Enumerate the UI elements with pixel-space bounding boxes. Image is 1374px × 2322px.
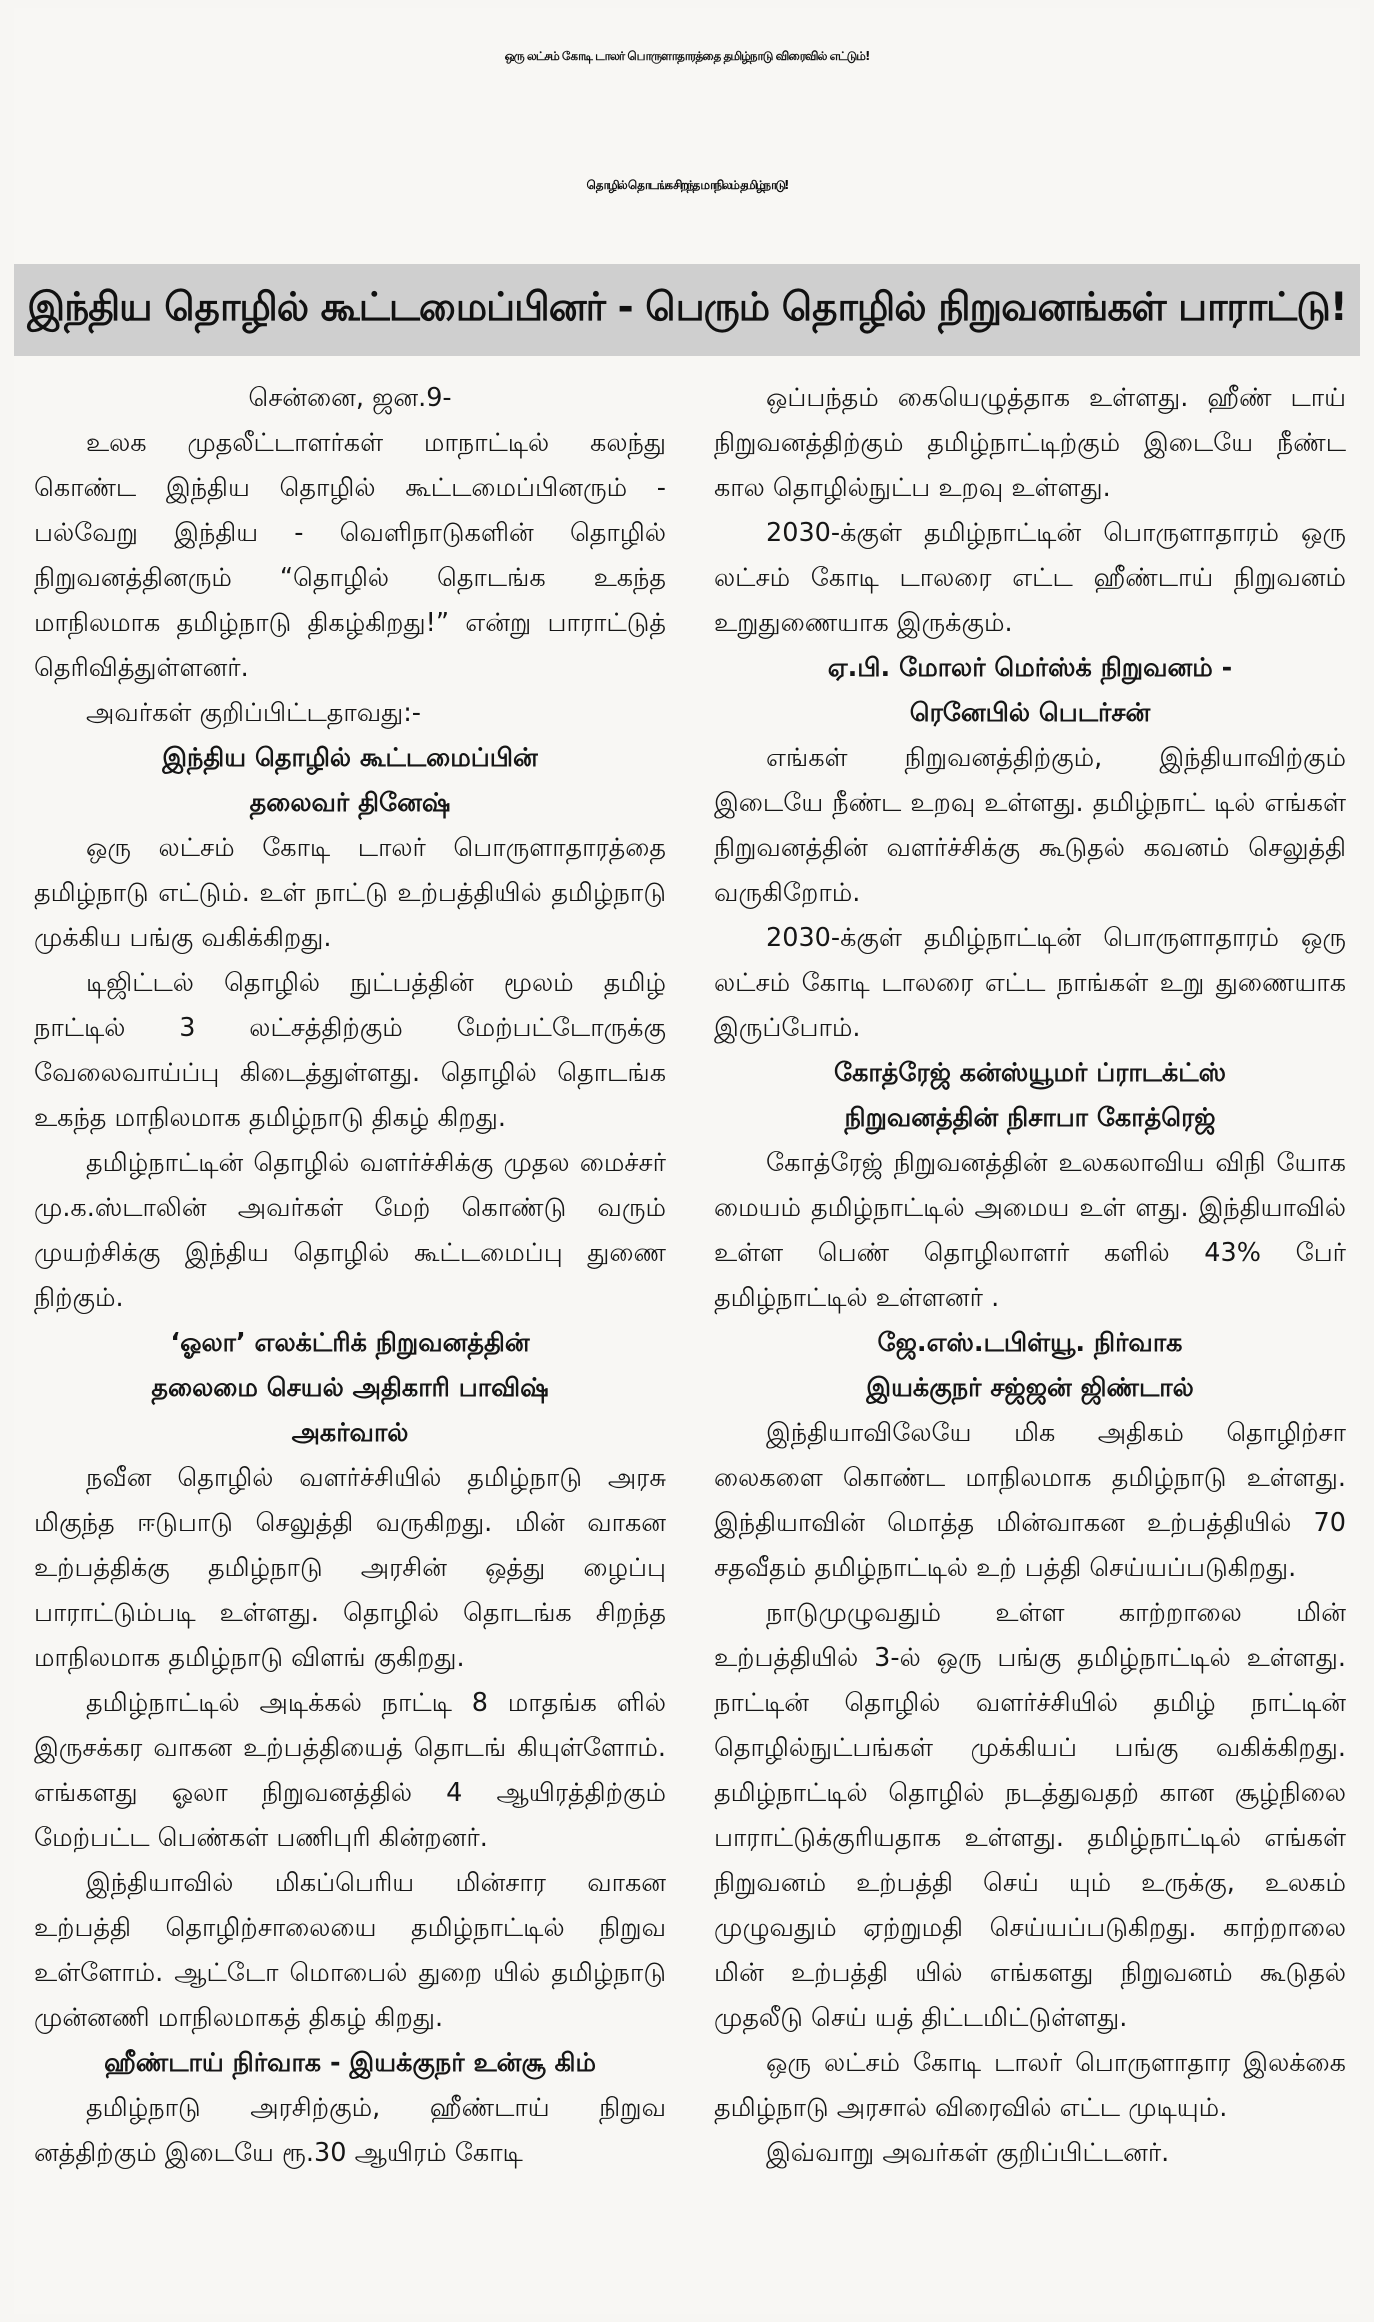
subheading: இந்திய தொழில் கூட்டமைப்பின் — [162, 743, 538, 773]
paragraph: ஒரு லட்சம் கோடி டாலர் பொருளாதாரத்தை தமிழ்நாடு எட்டும். உள் நாட்டு உற்பத்தியில் தமிழ்நாடு முக்கிய பங்கு வகிக்கிறது. — [34, 833, 666, 953]
paragraph: ஒரு லட்சம் கோடி டாலர் பொருளாதார இலக்கை தமிழ்நாடு அரசால் விரைவில் எட்ட முடியும். — [714, 2048, 1346, 2123]
subheading: தலைமை செயல் அதிகாரி பாவிஷ் — [151, 1373, 549, 1403]
paragraph: இந்தியாவிலேயே மிக அதிகம் தொழிற்சா லைகளை கொண்ட மாநிலமாக தமிழ்நாடு உள்ளது. இந்தியாவின் மொத்த மின்வாகன உற்பத்தியில் 70 சதவீதம் தமிழ்நாட்டில் உற் பத்தி செய்யப்படுகிறது. — [714, 1418, 1346, 1583]
paragraph: நாடுமுழுவதும் உள்ள காற்றாலை மின் உற்பத்தியில் 3-ல் ஒரு பங்கு தமிழ்நாட்டில் உள்ளது. நாட்டின் தொழில் வளர்ச்சியில் தமிழ் நாட்டின் தொழில்நுட்பங்கள் முக்கியப் பங்கு வகிக்கிறது. தமிழ்நாட்டில் தொழில் நடத்துவதற் கான சூழ்நிலை பாராட்டுக்குரியதாக உள்ளது. தமிழ்நாட்டில் எங்கள் நிறுவனம் உற்பத்தி செய் யும் உருக்கு, உலகம் முழுவதும் ஏற்றுமதி செய்யப்படுகிறது. காற்றாலை மின் உற்பத்தி யில் எங்களது நிறுவனம் கூடுதல் முதலீடு செய் யத் திட்டமிட்டுள்ளது. — [714, 1598, 1346, 2033]
article-column-right — [714, 376, 1346, 2176]
paragraph: இவ்வாறு அவர்கள் குறிப்பிட்டனர். — [766, 2138, 1170, 2168]
dateline: சென்னை, ஜன.9- — [248, 383, 452, 413]
paragraph: நவீன தொழில் வளர்ச்சியில் தமிழ்நாடு அரசு மிகுந்த ஈடுபாடு செலுத்தி வருகிறது. மின் வாகன உற்பத்திக்கு தமிழ்நாடு அரசின் ஒத்து ழைப்பு பாராட்டும்படி உள்ளது. தொழில் தொடங்க சிறந்த மாநிலமாக தமிழ்நாடு விளங் குகிறது. — [34, 1463, 666, 1673]
paragraph: தமிழ்நாட்டில் அடிக்கல் நாட்டி 8 மாதங்க ளில் இருசக்கர வாகன உற்பத்தியைத் தொடங் கியுள்ளோம். எங்களது ஓலா நிறுவனத்தில் 4 ஆயிரத்திற்கும் மேற்பட்ட பெண்கள் பணிபுரி கின்றனர். — [34, 1688, 666, 1853]
subheading: இயக்குநர் சஜ்ஜன் ஜிண்டால் — [866, 1373, 1194, 1403]
paragraph: கோத்ரேஜ் நிறுவனத்தின் உலகலாவிய விநி யோக மையம் தமிழ்நாட்டில் அமைய உள் ளது. இந்தியாவில் உள்ள பெண் தொழிலாளர் களில் 43% பேர் தமிழ்நாட்டில் உள்ளனர் . — [714, 1148, 1346, 1313]
subheading: கோத்ரேஜ் கன்ஸ்யூமர் ப்ராடக்ட்ஸ் — [834, 1058, 1226, 1088]
paragraph: இந்தியாவில் மிகப்பெரிய மின்சார வாகன உற்பத்தி தொழிற்சாலையை தமிழ்நாட்டில் நிறுவ உள்ளோம். ஆட்டோ மொபைல் துறை யில் தமிழ்நாடு முன்னணி மாநிலமாகத் திகழ் கிறது. — [34, 1868, 666, 2033]
subheading: ஜே.எஸ்.டபிள்யூ. நிர்வாக — [877, 1328, 1183, 1358]
paragraph: 2030-க்குள் தமிழ்நாட்டின் பொருளாதாரம் ஒரு லட்சம் கோடி டாலரை எட்ட நாங்கள் உறு துணையாக இருப்போம். — [714, 923, 1346, 1043]
paragraph: தமிழ்நாடு அரசிற்கும், ஹீண்டாய் நிறுவ னத்திற்கும் இடையே ரூ.30 ஆயிரம் கோடி — [34, 2093, 666, 2168]
newspaper-clipping — [14, 8, 1360, 2314]
kicker-headline: ஒரு லட்சம் கோடி டாலர் பொருளாதாரத்தை தமிழ்நாடு விரைவில் எட்டும்! — [504, 49, 870, 63]
subhead-bar — [14, 264, 1360, 356]
subheading: தலைவர் தினேஷ் — [249, 788, 451, 818]
paragraph: 2030-க்குள் தமிழ்நாட்டின் பொருளாதாரம் ஒரு லட்சம் கோடி டாலரை எட்ட ஹீண்டாய் நிறுவனம் உறுதுணையாக இருக்கும். — [714, 518, 1346, 638]
subhead: இந்திய தொழில் கூட்டமைப்பினர் - பெரும் தொழில் நிறுவனங்கள் பாராட்டு! — [27, 285, 1347, 330]
subheading: ஏ.பி. மோலர் மெர்ஸ்க் நிறுவனம் - — [827, 653, 1233, 683]
subheading: ‘ஓலா’ எலக்ட்ரிக் நிறுவனத்தின் — [170, 1328, 530, 1358]
article-column-left — [34, 376, 666, 2176]
subheading: நிறுவனத்தின் நிசாபா கோத்ரெஜ் — [844, 1103, 1216, 1133]
paragraph: அவர்கள் குறிப்பிட்டதாவது:- — [86, 698, 422, 728]
subheading: ஹீண்டாய் நிர்வாக - இயக்குநர் உன்சூ கிம் — [103, 2048, 597, 2078]
paragraph: உலக முதலீட்டாளர்கள் மாநாட்டில் கலந்து கொண்ட இந்திய தொழில் கூட்டமைப்பினரும் - பல்வேறு இந்திய - வெளிநாடுகளின் தொழில் நிறுவனத்தினரும் “தொழில் தொடங்க உகந்த மாநிலமாக தமிழ்நாடு திகழ்கிறது!” என்று பாராட்டுத் தெரிவித்துள்ளனர். — [34, 428, 666, 683]
paragraph: தமிழ்நாட்டின் தொழில் வளர்ச்சிக்கு முதல மைச்சர் மு.க.ஸ்டாலின் அவர்கள் மேற் கொண்டு வரும் முயற்சிக்கு இந்திய தொழில் கூட்டமைப்பு துணை நிற்கும். — [34, 1148, 666, 1313]
paragraph: எங்கள் நிறுவனத்திற்கும், இந்தியாவிற்கும் இடையே நீண்ட உறவு உள்ளது. தமிழ்நாட் டில் எங்கள் நிறுவனத்தின் வளர்ச்சிக்கு கூடுதல் கவனம் செலுத்தி வருகிறோம். — [714, 743, 1346, 908]
paragraph: ஒப்பந்தம் கையெழுத்தாக உள்ளது. ஹீண் டாய் நிறுவனத்திற்கும் தமிழ்நாட்டிற்கும் இடையே நீண்ட கால தொழில்நுட்ப உறவு உள்ளது. — [714, 383, 1346, 503]
subheading: அகர்வால் — [291, 1418, 409, 1448]
subheading: ரெனேபில் பெடர்சன் — [909, 698, 1151, 728]
main-headline: தொழில் தொடங்க சிறந்த மாநிலம் தமிழ்நாடு! — [586, 178, 788, 192]
paragraph: டிஜிட்டல் தொழில் நுட்பத்தின் மூலம் தமிழ் நாட்டில் 3 லட்சத்திற்கும் மேற்பட்டோருக்கு வேலைவாய்ப்பு கிடைத்துள்ளது. தொழில் தொடங்க உகந்த மாநிலமாக தமிழ்நாடு திகழ் கிறது. — [34, 968, 666, 1133]
